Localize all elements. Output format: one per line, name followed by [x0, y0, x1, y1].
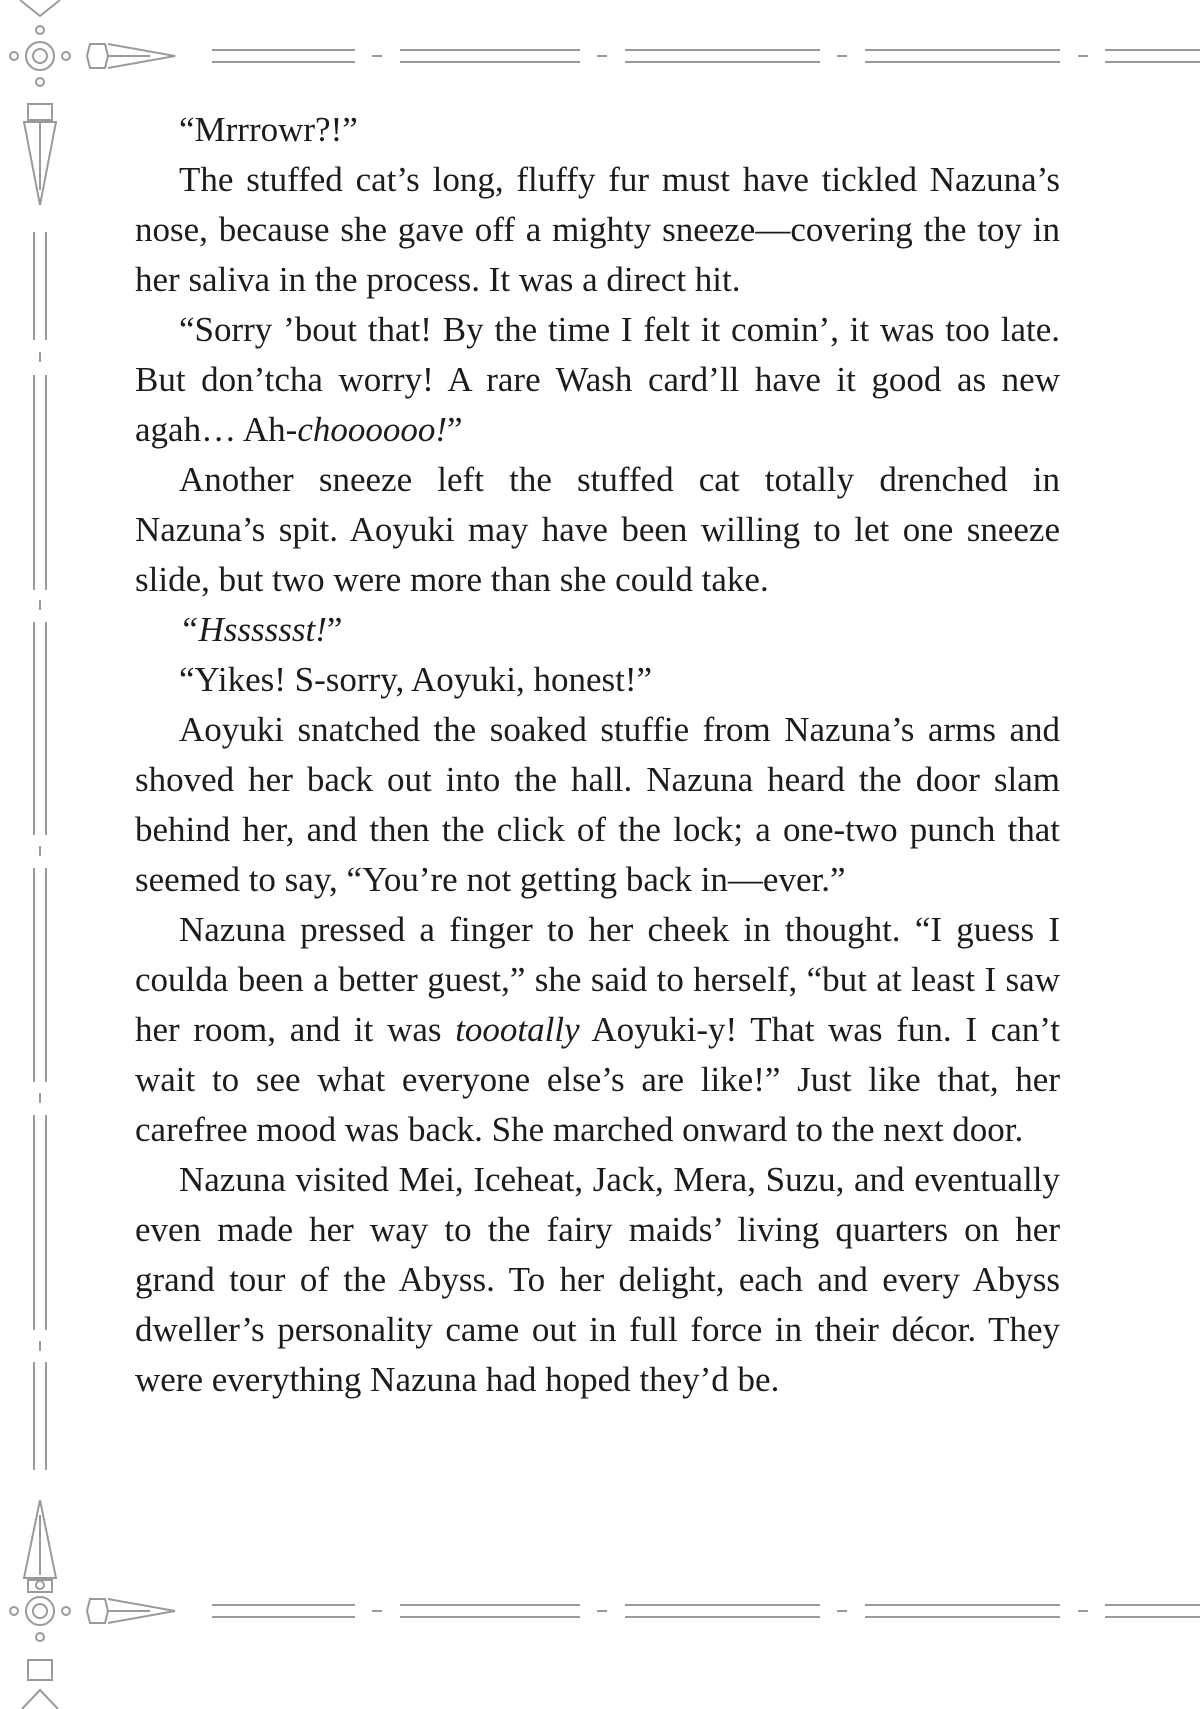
paragraph-text: ”: [326, 610, 343, 649]
paragraph: [135, 605, 1060, 655]
bottom-rule: [212, 1605, 1200, 1617]
body-text: [135, 105, 1060, 1405]
paragraph-text: Nazuna pressed a finger to her cheek in thought. “I guess I coulda been a better guest,” she said to herself, “but at least I saw her room, and it was: [135, 910, 1060, 1049]
paragraph: [135, 305, 1060, 455]
paragraph: The stuffed cat’s long, fluffy fur must have tickled Nazuna’s nose, because she gave off a mighty sneeze—covering the toy in her saliva in the process. It was a direct hit.: [135, 160, 1060, 299]
paragraph-text: Aoyuki-y! That was fun. I can’t wait to see what everyone else’s are like!” Just like that, her carefree mood was back. She marched onward to the next door.: [135, 1010, 1060, 1149]
left-rule: [34, 232, 46, 1470]
italic-emphasis: toootally: [455, 1010, 580, 1049]
italic-emphasis: “Hsssssst!: [179, 610, 327, 649]
paragraph: [135, 905, 1060, 1155]
paragraph: “Mrrrowr?!”: [179, 110, 358, 149]
italic-emphasis: choooooo!: [297, 410, 448, 449]
top-rule: [212, 50, 1200, 62]
corner-ornament-bottom: [10, 1500, 175, 1709]
paragraph: Nazuna visited Mei, Iceheat, Jack, Mera, Suzu, and eventually even made her way to the fairy maids’ living quarters on her grand tour of the Abyss. To her delight, each and every Abyss dweller’s personality came out in full force in their décor. They were everything Nazuna had hoped they’d be.: [135, 1160, 1060, 1399]
paragraph: Another sneeze left the stuffed cat totally drenched in Nazuna’s spit. Aoyuki may have been willing to let one sneeze slide, but two were more than she could take.: [135, 460, 1060, 599]
paragraph-text: ”: [447, 410, 463, 449]
paragraph-text: “Sorry ’bout that! By the time I felt it comin’, it was too late. But don’tcha worry! A rare Wash card’ll have it good as new agah… Ah-: [135, 310, 1060, 449]
paragraph: Aoyuki snatched the soaked stuffie from Nazuna’s arms and shoved her back out into the hall. Nazuna heard the door slam behind her, and then the click of the lock; a one-two punch that seemed to say, “You’re not getting back in—ever.”: [135, 710, 1060, 899]
paragraph: “Yikes! S-sorry, Aoyuki, honest!”: [179, 660, 653, 699]
